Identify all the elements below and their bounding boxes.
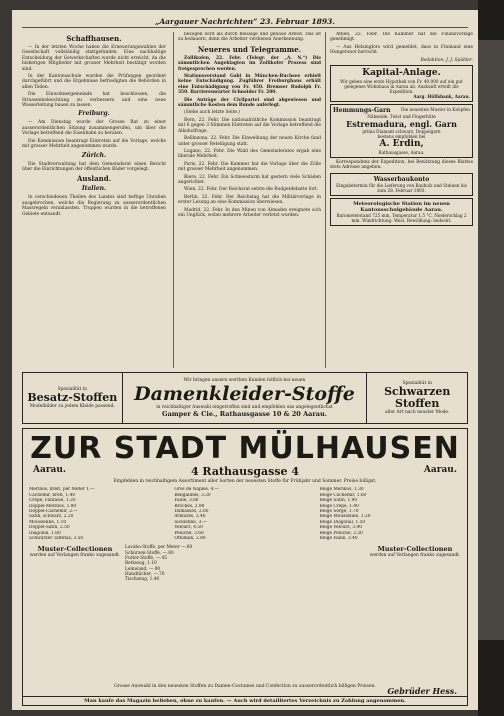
ad-name: A. Erdin, [379,139,424,150]
muster-title: Muster-Collectionen [377,545,453,554]
price-item: Crêpe, Fantasie, 1.20 [29,498,76,504]
ad-big-label: Besatz-Stoffen [27,391,118,404]
article-text: Athen, 22. Febr. Die Kammer hat die Finanzvorlage genehmigt. [330,32,473,43]
ad-stadt-muelhausen [22,428,468,706]
muster-row [23,543,467,584]
ad-address: Rathausgasse, Aarau. [378,150,425,156]
ad-address-row [23,465,467,478]
ad-sub-label: in reichhaltiger Auswahl eingetroffen sind und empfehlen uns angelegentlichst [156,404,333,410]
price-item: Merinos, breit, per Meter 1.— [29,487,95,493]
column-3 [325,32,473,368]
ad-text: Eingabetermin für die Lieferung von Bauholz und Steinen bis zum 28. Februar 1893. [336,182,467,193]
price-list-1 [29,487,170,541]
price-item: Beige Satin, 1.90 [319,498,358,504]
telegram-text: Lugano, 22. Febr. Die Wahl des Gemeinderates ergab eine liberale Mehrheit. [178,148,321,160]
price-item: Beige Mousseline, 1.20 [319,514,371,520]
price-item: Faille, 3.80 [174,498,199,504]
price-lists [23,485,467,543]
telegram-text: Bellinzona, 22. Febr. Die Einweihung der neuen Kirche fand unter grosser Beteiligung statt. [178,136,321,147]
page-header [22,16,468,28]
article-text: Die Stadtverwaltung hat dem Gemeinderat einen Bericht über die Einrichtungen der öffentlichen Bäder vorgelegt. [22,161,166,172]
notice-text: Korrespondenz der Expedition, bei Benützung dieses Blattes stets Adresse angeben. [330,160,473,171]
price-item: Beige Merinos, 1.30 [319,487,364,493]
price-item: Bengalines, 3.20 [174,492,211,498]
price-item: Doppel-Merinos, 1.80 [29,503,77,509]
heading-telegramme: Neueres und Telegramme. [197,44,302,54]
weather-text: Barometerstand 725 mm, Temperatur 1,5 °C, Niederschlag 2 mm. Windrichtung: West. Bewölkung: bedeckt. [336,212,467,223]
ad-garn [330,104,473,158]
ad-small-label: Spezialität in [57,386,87,392]
ad-right-label: Die neuesten Muster in Knöpfen [401,107,470,113]
newspaper-page [12,10,478,710]
ad-kapital-anlage [330,65,473,102]
heading-freiburg: Freiburg. [78,110,110,118]
price-item: Futter-Stoffe, —.45 [125,555,167,561]
price-item: Handtücher, —.70 [125,571,165,577]
price-item: Lavabo-Stoffe, per Meter —.60 [125,545,193,551]
price-item: Beige Peluche, 3.20 [319,530,363,536]
telegram-text: (Siehe auch letzte Seite.) [184,110,240,116]
article-text: Die Einwohnergemeinde hat beschlossen, die Strassenbeleuchtung zu verbessern und eine neue Wasserleitung bauen zu lassen. [22,92,166,109]
heading-ausland: Ausland. [76,174,112,184]
price-item: Ottoman, 2.80 [174,535,206,541]
muster-middle-list [121,545,369,582]
price-item: Beige Diagonal, 1.50 [319,519,366,525]
article-text: bezogen wird als durch fleissige und genaue Arbeit. Das ist zu bedauern, denn die Arbeiter verdienen Anerkennung. [178,32,321,43]
ad-text: bestens empfohlen bei [377,134,426,140]
muster-text: werden auf Verlangen franko zugesandt. [369,553,461,559]
telegram-text: Paris, 22. Febr. Die Kammer hat die Vorlage über die Zölle mit grosser Mehrheit angenommen. [178,161,321,173]
ad-sub-label: Modelbilder zu jedem Kleide passend. [29,404,115,409]
price-item: Sicilienne, 3.— [174,519,207,525]
price-item: Mousseline, 1.10 [29,519,67,525]
price-list-3 [320,487,461,541]
telegram-text: Stationsvorstand Gabi in München-Buchsee erhielt keine Entschädigung. Zugführer Freiburghaus erhält eine Entschädigung von Fr. 450. Bremser Rudolph Fr. 350. Barrierenwärter Schneider Fr. 200. [178,74,321,96]
telegram-text: Zollikofen, 22. Febr. (Telegr. der „A. N.“) Die sämmtlichen Angeklagten im Zollikofer Prozess sind freigesprochen worden. [178,55,321,72]
ad-city-left: Aarau. [33,465,67,475]
price-item: Peluche, 3.60 [174,530,204,536]
ad-top-label: Wir bringen unsern werthen Kunden höflich bei neuen [183,378,306,384]
article-text: — Am Dienstag wurde der Grosse Rat zu einer ausserordentlichen Sitzung zusammengerufen, um über die Vorlage betreffend die Eisenbahn zu beraten. [22,120,166,137]
editor-signature: Redaktion: J. J. Spühler. [420,57,473,63]
article-text: — Aus Helsingfors wird gemeldet, dass in Finnland eine Hungersnot herrscht. [330,44,473,56]
ad-damenkleider-stoffe [22,372,468,424]
price-item: Beige Velours, 3.90 [319,525,362,531]
article-text: Die Kommission beantragt Eintreten auf die Vorlage, welche mit grosser Mehrheit angenommen wurde. [22,138,166,150]
price-item: Beige Serge, 1.70 [319,508,359,514]
price-item: Brochés, 2.90 [174,503,205,509]
telegram-text: Die Anträge der Civilpartei sind abgewiesen und sämmtliche Kosten dem Bunde auferlegt. [178,97,321,109]
price-item: Damassés, 2.60 [174,508,209,514]
ad-bottom-bar: Man kaufe das Magazin belieben, ohne zu kaufen. — Auch wird detailliertes Verzeichnis zu Zahlung angenommen. [23,696,467,705]
ad-title: Kapital-Anlage. [362,68,441,79]
ad-firm: Gamper & Cie., Rathausgasse 10 & 20 Aarau. [162,409,327,418]
page-edge-shadow [478,0,504,716]
ad-intro: Empfehlen in reichhaltigem Assortiment aller Sorten der neuesten Stoffe für Frühjahr und Sommer. Preise billigst. [113,479,377,484]
ad-text: prima Diamant schwarz, Doppelgarn [362,129,441,135]
price-item: Schürzen-Stoffe, —.80 [125,550,174,556]
ad-signature: Gebrüder Hess. [387,686,457,696]
ad-footer-text: Grosse Auswahl in den neuesten Stoffen zu Damen-Costumes und Confection zu ausserordentlich billigen Preisen. [114,683,376,689]
ad-firm: Aarg. Hülfsbank, Aarau. [413,94,470,100]
weather-title: Meteorologische Station im neuen Kantonsschulgebäude Aarau. [353,200,450,213]
muster-text: werden auf Verlangen franko zugesandt. [29,553,121,559]
price-item: Schwarzer Taffetas, 3.50 [29,535,84,541]
price-list-2 [174,487,315,541]
price-item: Cachemir, breit, 1.40 [29,492,76,498]
price-item: Beige Faille, 3.40 [319,535,358,541]
article-text: In verschiedenen Theilen des Landes sind heftige Unruhen ausgebrochen, welche die Regierung zu ausserordentlichen Massregeln veranlassten. Truppen wurden in die betroffenen Gebiete entsandt. [22,195,166,217]
price-item: Beige Crêpe, 1.40 [319,503,359,509]
ad-address: 4 Rathausgasse 4 [190,465,300,478]
header-title: „Aargauer Nachrichten“ 23. Februar 1893. [155,17,335,26]
muster-title: Muster-Collectionen [37,545,113,554]
column-2 [173,32,321,368]
heading-schaffhausen: Schaffhausen. [66,34,122,43]
muster-left [29,545,121,582]
price-item: Armures, 2.40 [174,514,206,520]
ad-big-label: Schwarzen Stoffen [384,385,451,410]
heading-italien: Italien. [81,185,107,193]
weather-box [330,198,473,226]
ad-small-label: Spezialität in [402,380,432,386]
price-item: Satin, schwarz, 2.20 [29,514,74,520]
ad-text: Wir geben eine erste Hypothek von Fr. 40,000 auf ein gut gelegenes Wohnhaus in Aarau ab. Auskunft erteilt die Expedition. [340,79,463,95]
page-edge-band [478,40,504,640]
ad-title: ZUR STADT MÜLHAUSEN [30,431,460,466]
telegram-text: Wien, 22. Febr. Der Reichsrat setzte die Budgetdebatte fort. [184,187,319,193]
price-item: Beige Cachemir, 1.60 [319,492,367,498]
price-item: Bettzeug, 1.10 [125,561,157,567]
ad-headline: Estremadura, engl. Garn [346,119,457,130]
ad-big-label: Damenkleider-Stoffe [134,382,355,405]
telegram-text: Biere, 22. Febr. Ein Schneesturm hat gestern viele Schäden angerichtet. [178,174,321,185]
article-text: In der Kantonsschule wurden die Prüfungen geordnet durchgeführt und die Ergebnisse befriedigten die Behörden in allen Teilen. [22,74,166,90]
ad-besatz-stoffe [23,373,123,423]
telegram-text: Bern, 22. Febr. Die nationalrätliche Kommission beantragt mit 6 gegen 3 Stimmen Eintreten auf die Vorlage betreffend die Alkoholfrage. [178,117,321,134]
muster-right [369,545,461,582]
price-item: Diagonal, 1.60 [29,530,61,536]
ad-wasserbau [330,173,473,196]
telegram-text: Berlin, 22. Febr. Der Reichstag hat die Militärvorlage in erster Lesung an eine Kommission überwiesen. [178,194,321,206]
price-item: Leinwand, —.90 [125,566,161,572]
price-item: Velours, 4.50 [174,525,203,531]
ad-left-label: Hemmungs-Garn [333,107,391,115]
heading-zuerich: Zürich. [81,151,107,159]
ad-title: Wasserbaukonto [373,175,430,183]
price-item: Tischzeug, 1.40 [125,577,160,583]
ad-center [123,373,368,423]
price-item: Gros de Naples, 4.— [174,487,219,493]
ad-schwarze-stoffe [367,373,467,423]
price-item: Doppel-Satin, 2.50 [29,525,70,531]
price-item: Doppel-Cachemir, 2.— [29,508,78,514]
ad-sub-label: aller Art nach neuster Mode. [385,410,450,415]
column-1 [22,32,166,368]
ad-text: Nähseide, Twist und Fingerhüte [367,114,436,120]
ad-city-right: Aarau. [423,465,457,475]
article-text: — In der letzten Woche haben die Erneuerungswahlen der Gesellschaft vollständig stattgefunden. Eine nachhaltige Entscheidung der Gewerkschaften wurde nicht erreicht, da die bisherigen Mitglieder mit grosser Mehrheit bestätigt worden sind. [22,45,166,72]
telegram-text: Madrid, 22. Febr. In den Minen von Almaden ereignete sich ein Unglück, wobei mehrere Arbeiter verletzt wurden. [178,207,321,218]
